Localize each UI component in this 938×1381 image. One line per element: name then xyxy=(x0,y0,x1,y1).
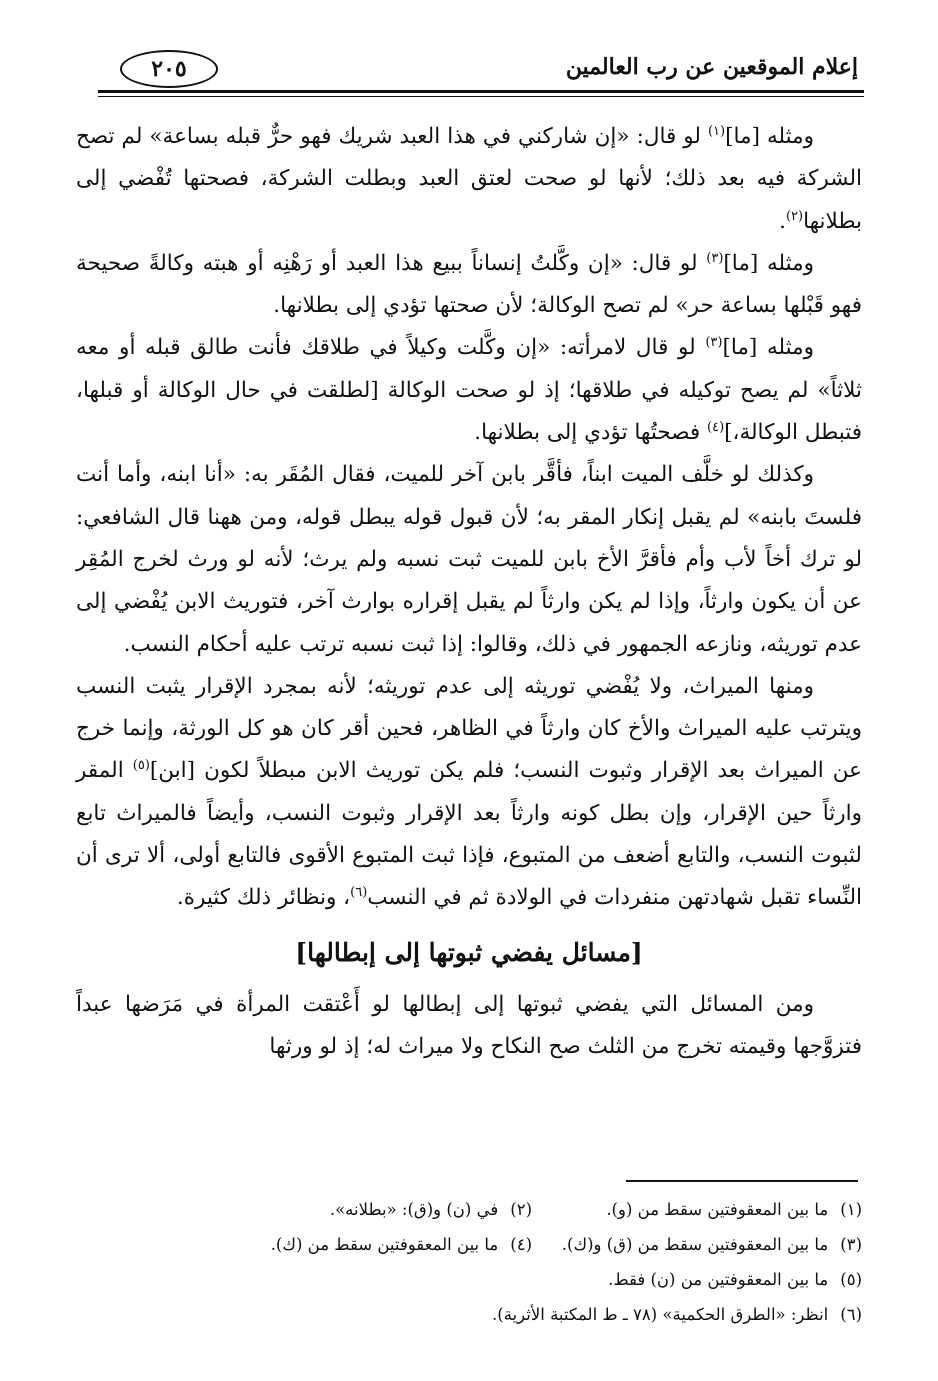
footnote-marker: (٦) xyxy=(350,885,368,901)
footnote-number: (٣) xyxy=(840,1235,862,1254)
footnotes xyxy=(76,1192,862,1332)
footnote-text: في (ن) و(ق): «بطلانه». xyxy=(329,1200,499,1219)
footnote-row xyxy=(76,1262,862,1297)
footnote-item xyxy=(608,1262,862,1297)
paragraph-text: ومثله [ما] xyxy=(722,335,814,361)
paragraph-text: لو قال: «إن وكَّلتُ إنساناً ببيع هذا العبد أو رَهْنِه أو هبته وكالةً صحيحة فهو قَبْلها بساعة حر» لم تصح الوكالة؛ لأن صحتها تؤدي إلى بطلانها. xyxy=(76,250,862,319)
footnote-item xyxy=(492,1297,862,1332)
header-rule-thick xyxy=(98,90,864,93)
paragraph-text: . xyxy=(779,208,786,234)
footnote-number: (٢) xyxy=(510,1200,532,1219)
paragraph-text: ومثله [ما] xyxy=(723,250,814,276)
main-text xyxy=(76,116,862,1068)
footnote-marker: (٤) xyxy=(707,419,725,435)
footnote-text: ما بين المعقوفتين سقط من (ق) و(ك). xyxy=(561,1235,829,1254)
footnote-item xyxy=(532,1192,862,1227)
footnote-item xyxy=(532,1227,862,1262)
footnote-text: انظر: «الطرق الحكمية» (٧٨ ـ ط المكتبة الأثرية). xyxy=(492,1305,829,1324)
closing-paragraph: ومن المسائل التي يفضي ثبوتها إلى إبطالها لو أَعْتقت المرأة في مَرَضها عبداً فتزوَّجها وقيمته تخرج من الثلث صح النكاح ولا ميراث له؛ إذ لو ورثها xyxy=(76,991,862,1059)
footnote-marker: (٢) xyxy=(785,208,804,224)
book-title: إعلام الموقعين عن رب العالمين xyxy=(565,54,858,80)
footnote-number: (٦) xyxy=(840,1305,862,1324)
footnote-number: (٥) xyxy=(840,1270,862,1289)
section-heading: [مسائل يفضي ثبوتها إلى إبطالها] xyxy=(295,937,643,967)
footnote-text: ما بين المعقوفتين من (ن) فقط. xyxy=(608,1270,829,1289)
footnote-marker: (٣) xyxy=(705,335,723,351)
footnote-marker: (١) xyxy=(707,123,726,139)
footnote-text: ما بين المعقوفتين سقط من (و). xyxy=(606,1200,829,1219)
footnote-marker: (٣) xyxy=(706,250,724,266)
paragraph-text: ومنها الميراث، ولا يُفْضي توريثه إلى عدم توريثه؛ لأنه بمجرد الإقرار يثبت النسب ويترتب عليه الميراث والأخ كان وارثاً في الظاهر، فحين أقر كان هو كل الورثة، وإنما خرج عن الميراث بعد الإقرار وثبوت النسب؛ فلم يكن توريث الابن مبطلاً لكون [ابن] xyxy=(76,673,862,784)
paragraph xyxy=(76,454,862,665)
paragraph xyxy=(76,666,862,920)
paragraph-text: ومثله [ما] xyxy=(725,124,814,149)
paragraph xyxy=(76,243,862,328)
page-number: ٢٠٥ xyxy=(120,50,218,88)
paragraph-text: المقر وارثاً حين الإقرار، وإن بطل كونه وارثاً بعد الإقرار وثبوت النسب، وأيضاً فالميراث تابع لثبوت النسب، والتابع أضعف من المتبوع، فإذا ثبت المتبوع الأقوى فالتابع أولى، ألا ترى أن النِّساء تقبل شهادتهن منفردات في الولادة ثم في النسب xyxy=(76,758,862,911)
footnote-row xyxy=(76,1227,862,1262)
footnote-row xyxy=(76,1297,862,1332)
paragraph-text: لو قال لامرأته: «إن وكَّلت وكيلاً في طلاقك فأنت طالق قبله أو معه ثلاثاً» لم يصح توكيله في طلاقها؛ إذ لو صحت الوكالة [لطلقت في حال الوكالة أو قبلها، فتبطل الوكالة،] xyxy=(76,335,862,446)
page-header xyxy=(98,50,864,98)
footnote-number: (٤) xyxy=(510,1235,532,1254)
footnote-separator xyxy=(626,1180,858,1182)
paragraph xyxy=(76,327,862,454)
footnote-number: (١) xyxy=(840,1200,862,1219)
paragraph-text: وكذلك لو خلَّف الميت ابناً، فأقَّر بابن آخر للميت، فقال المُقَر به: «أنا ابنه، وأما أنت فلستَ بابنه» لم يقبل إنكار المقر به؛ لأن قبول قوله يبطل قوله، ومن ههنا قال الشافعي: لو ترك أخاً لأب وأم فأقرَّ الأخ بابن للميت ثبت نسبه ولم يرث؛ لأنه لو ورث لخرج المُقِر عن أن يكون وارثاً، وإذا لم يكن وارثاً لم يقبل إقراره بوارث آخر، فتوريث الابن يُفْضي إلى عدم توريثه، ونازعه الجمهور في ذلك، وقالوا: إذا ثبت نسبه ترتب عليه أحكام النسب. xyxy=(76,462,862,657)
footnote-marker: (٥) xyxy=(132,758,150,774)
footnote-text: ما بين المعقوفتين سقط من (ك). xyxy=(270,1235,499,1254)
paragraph xyxy=(76,116,862,243)
header-rule-thin xyxy=(98,96,864,97)
footnote-item xyxy=(330,1192,532,1227)
footnote-item xyxy=(271,1227,532,1262)
paragraph-text: لو قال: «إن شاركني في هذا العبد شريك فهو حرٌّ قبله بساعة» لم تصح الشركة فيه بعد ذلك؛ لأنها لو صحت لعتق العبد وبطلت الشركة، فصحتها تُفْضي إلى بطلانها xyxy=(76,124,862,234)
paragraph-text: فصحتُها تؤدي إلى بطلانها. xyxy=(474,420,708,446)
paragraph-text: ، ونظائر ذلك كثيرة. xyxy=(176,885,351,911)
footnote-row xyxy=(76,1192,862,1227)
